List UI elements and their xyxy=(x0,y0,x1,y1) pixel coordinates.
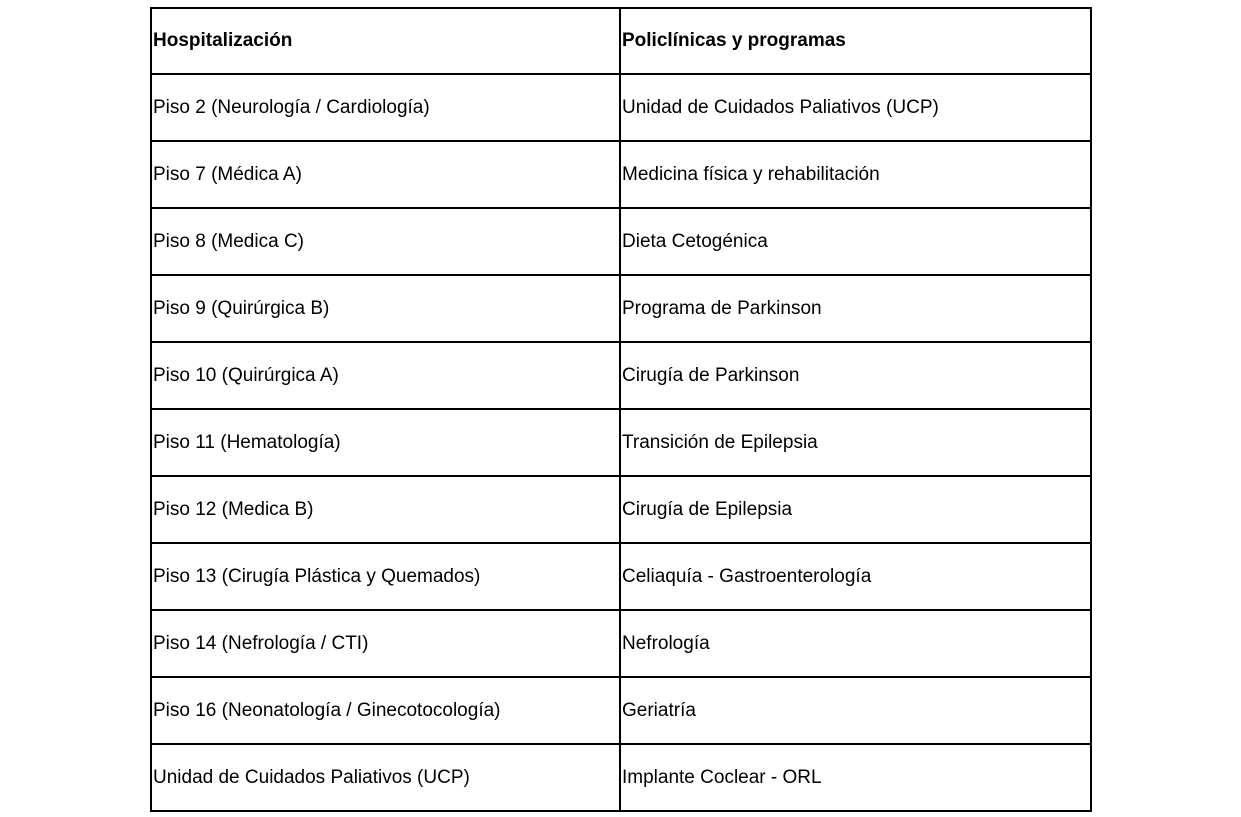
policlinica-cell: Cirugía de Parkinson xyxy=(620,342,1091,409)
hospitalizacion-cell: Piso 9 (Quirúrgica B) xyxy=(151,275,620,342)
table-row xyxy=(151,744,1091,811)
policlinica-cell: Transición de Epilepsia xyxy=(620,409,1091,476)
policlinica-cell: Unidad de Cuidados Paliativos (UCP) xyxy=(620,74,1091,141)
table-row xyxy=(151,677,1091,744)
services-table xyxy=(150,7,1092,812)
table-row xyxy=(151,342,1091,409)
header-policlinicas: Policlínicas y programas xyxy=(620,8,1091,74)
policlinica-cell: Celiaquía - Gastroenterología xyxy=(620,543,1091,610)
policlinica-cell: Programa de Parkinson xyxy=(620,275,1091,342)
hospitalizacion-cell: Unidad de Cuidados Paliativos (UCP) xyxy=(151,744,620,811)
policlinica-cell: Cirugía de Epilepsia xyxy=(620,476,1091,543)
table-row xyxy=(151,275,1091,342)
policlinica-cell: Implante Coclear - ORL xyxy=(620,744,1091,811)
policlinica-cell: Medicina física y rehabilitación xyxy=(620,141,1091,208)
services-table-container xyxy=(150,7,1090,812)
table-row xyxy=(151,208,1091,275)
table-row xyxy=(151,610,1091,677)
table-row xyxy=(151,141,1091,208)
policlinica-cell: Geriatría xyxy=(620,677,1091,744)
hospitalizacion-cell: Piso 2 (Neurología / Cardiología) xyxy=(151,74,620,141)
hospitalizacion-cell: Piso 8 (Medica C) xyxy=(151,208,620,275)
hospitalizacion-cell: Piso 11 (Hematología) xyxy=(151,409,620,476)
table-row xyxy=(151,543,1091,610)
hospitalizacion-cell: Piso 13 (Cirugía Plástica y Quemados) xyxy=(151,543,620,610)
hospitalizacion-cell: Piso 14 (Nefrología / CTI) xyxy=(151,610,620,677)
table-row xyxy=(151,74,1091,141)
policlinica-cell: Dieta Cetogénica xyxy=(620,208,1091,275)
policlinica-cell: Nefrología xyxy=(620,610,1091,677)
hospitalizacion-cell: Piso 10 (Quirúrgica A) xyxy=(151,342,620,409)
hospitalizacion-cell: Piso 16 (Neonatología / Ginecotocología) xyxy=(151,677,620,744)
table-row xyxy=(151,476,1091,543)
hospitalizacion-cell: Piso 7 (Médica A) xyxy=(151,141,620,208)
hospitalizacion-cell: Piso 12 (Medica B) xyxy=(151,476,620,543)
table-header-row xyxy=(151,8,1091,74)
header-hospitalizacion: Hospitalización xyxy=(151,8,620,74)
table-row xyxy=(151,409,1091,476)
